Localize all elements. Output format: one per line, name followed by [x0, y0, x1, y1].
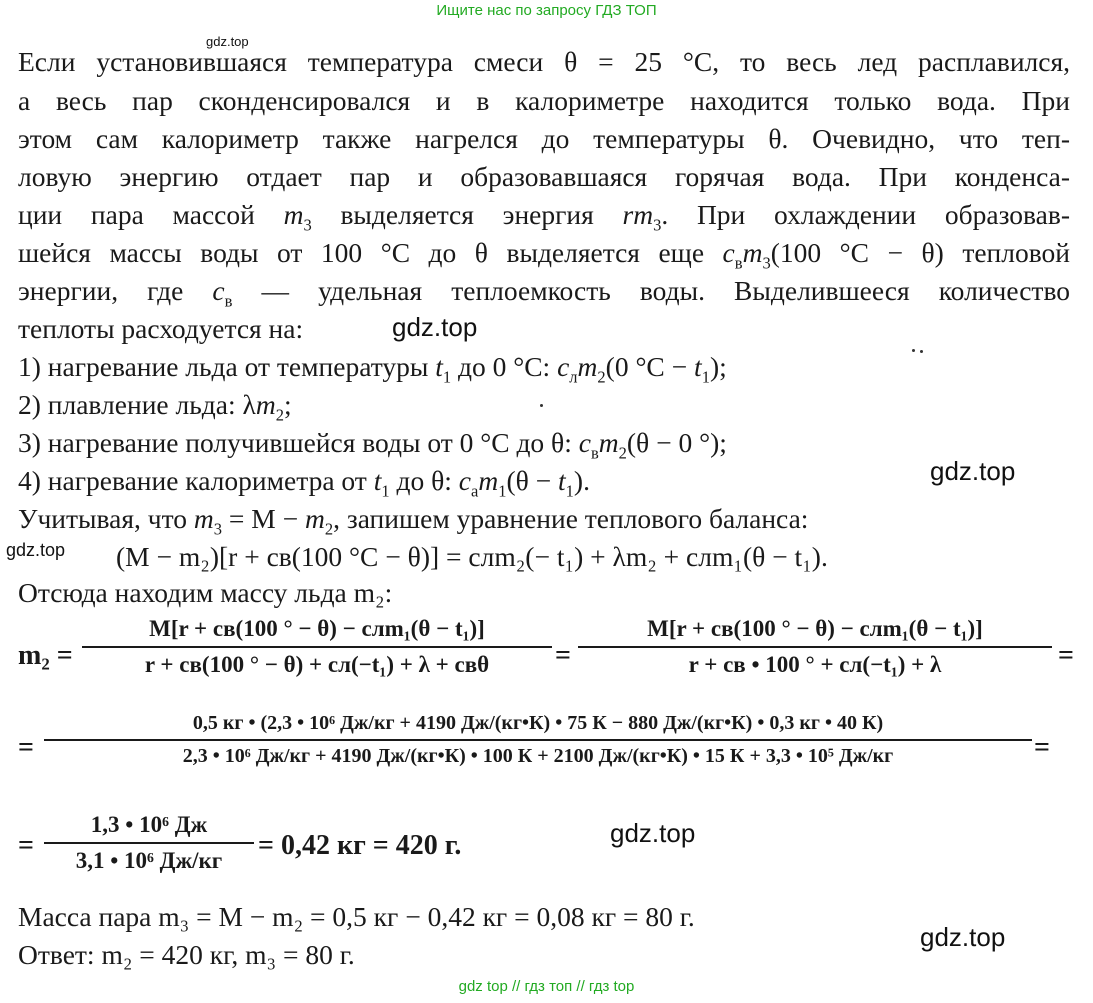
- fraction-bar: [44, 739, 1032, 741]
- fraction-2: [578, 616, 1052, 678]
- text-line: шейся массы воды от 100 °С до θ выделяется еще $c_вm_3(100$ °С − θ) тепловой: [18, 237, 1070, 273]
- fraction-denominator: r + cв • 100 ° + cл(−t₁) + λ: [688, 652, 942, 677]
- fraction-bar: [578, 646, 1052, 648]
- text-line: ции пара массой $m_3$ выделяется энергия $rm_3$. При охлаждении образовав-: [18, 199, 1070, 235]
- search-banner[interactable]: Ищите нас по запросу ГДЗ ТОП: [436, 2, 657, 19]
- text-line: а весь пар сконденсировался и в калориметре находится только вода. При: [18, 85, 1070, 116]
- scan-speck: [912, 349, 915, 352]
- formula-result: = 0,42 кг = 420 г.: [258, 830, 462, 861]
- list-item: 2) плавление льда: $\lambda m_2$;: [18, 389, 292, 425]
- fraction-bar: [44, 842, 254, 844]
- equals-sign: =: [18, 732, 34, 763]
- fraction-numerator: 0,5 кг • (2,3 • 10⁶ Дж/кг + 4190 Дж/(кг•К) • 75 К − 880 Дж/(кг•К) • 0,3 кг • 40 К): [192, 712, 884, 734]
- scan-speck: [540, 404, 543, 407]
- text-line: теплоты расходуется на:: [18, 313, 304, 344]
- text-line: энергии, где $c_в$ — удельная теплоемкость воды. Выделившееся количество: [18, 275, 1070, 311]
- steam-mass-line: Масса пара m₃ = M − m₂ = 0,5 кг − 0,42 кг = 0,08 кг = 80 г.: [18, 901, 695, 932]
- watermark: gdz.top: [610, 818, 696, 848]
- watermark: gdz.top: [6, 540, 66, 560]
- text-line: Учитывая, что $m_3 = M - m_2$, запишем уравнение теплового баланса:: [18, 503, 809, 539]
- fraction-numerator: 1,3 • 10⁶ Дж: [90, 812, 208, 837]
- equals-sign: =: [555, 640, 571, 671]
- fraction-denominator: 2,3 • 10⁶ Дж/кг + 4190 Дж/(кг•К) • 100 К + 2100 Дж/(кг•К) • 15 К + 3,3 • 10⁵ Дж/кг: [182, 745, 894, 767]
- formula-lhs: m₂ =: [18, 640, 73, 671]
- fraction-numerator: M[r + cв(100 ° − θ) − cлm₁(θ − t₁)]: [149, 616, 485, 641]
- text-line: Если установившаяся температура смеси θ = 25 °С, то весь лед расплавился,: [18, 46, 1070, 77]
- text-line: этом сам калориметр также нагрелся до температуры θ. Очевидно, что теп-: [18, 123, 1070, 154]
- balance-equation: (M − m₂)[r + cв(100 °С − θ)] = cлm₂(− t₁) + λm₂ + cлm₁(θ − t₁).: [116, 541, 828, 572]
- text-line: Отсюда находим массу льда m₂:: [18, 577, 393, 608]
- equals-sign: =: [1034, 732, 1050, 763]
- text-line: ловую энергию отдает пар и образовавшаяся горячая вода. При конденса-: [18, 161, 1070, 192]
- watermark: gdz.top: [920, 922, 1006, 952]
- equals-sign: =: [1058, 640, 1074, 671]
- list-item: 4) нагревание калориметра от $t_1$ до θ: $c_аm_1(\theta - t_1)$.: [18, 465, 590, 501]
- watermark: gdz.top: [392, 312, 478, 342]
- list-item: 3) нагревание получившейся воды от 0 °С до θ: $c_вm_2(\theta - 0$ °);: [18, 427, 727, 463]
- scan-speck: [920, 350, 923, 353]
- fraction-numerator: M[r + cв(100 ° − θ) − cлm₁(θ − t₁)]: [647, 616, 983, 641]
- fraction-denominator: r + cв(100 ° − θ) + cл(−t₁) + λ + cвθ: [144, 652, 490, 677]
- fraction-denominator: 3,1 • 10⁶ Дж/кг: [75, 848, 223, 873]
- footer-banner[interactable]: gdz top // гдз топ // гдз top: [458, 978, 635, 995]
- fraction-3: [44, 712, 1032, 768]
- list-item: 1) нагревание льда от температуры $t_1$ до 0 °С: $c_лm_2(0$ $^\circ С - t_1$);: [18, 351, 727, 387]
- answer-line: Ответ: m₂ = 420 кг, m₃ = 80 г.: [18, 939, 355, 970]
- fraction-4: [44, 812, 254, 874]
- equals-sign: =: [18, 830, 34, 861]
- fraction-bar: [82, 646, 552, 648]
- fraction-1: [82, 616, 552, 678]
- watermark: gdz.top: [930, 456, 1016, 486]
- watermark: gdz.top: [206, 34, 249, 49]
